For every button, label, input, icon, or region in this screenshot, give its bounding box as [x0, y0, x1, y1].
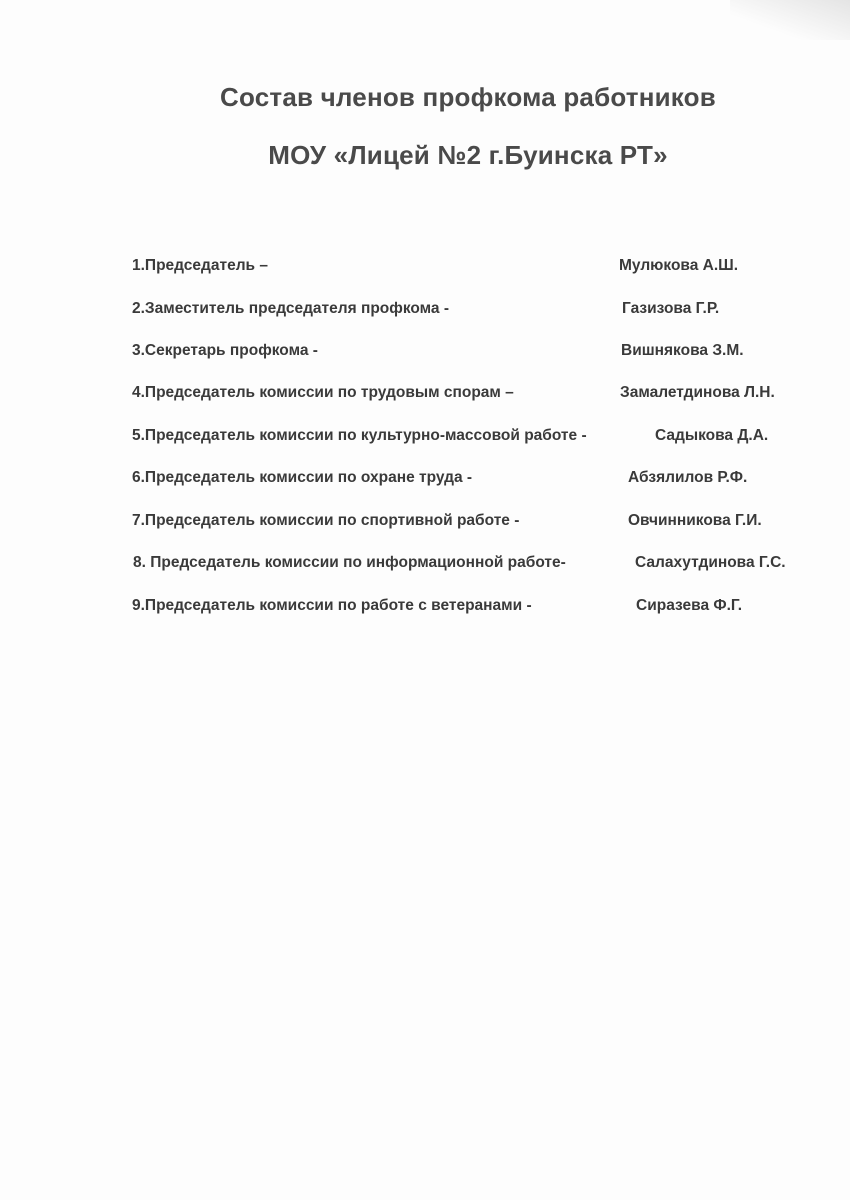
- member-name: Овчинникова Г.И.: [628, 512, 762, 529]
- list-item: [0, 597, 850, 621]
- member-name: Мулюкова А.Ш.: [619, 257, 739, 274]
- member-role: 2.Заместитель председателя профкома -: [132, 300, 449, 317]
- document-title: Состав членов профкома работников: [220, 82, 716, 112]
- member-role: 5.Председатель комиссии по культурно-массовой работе -: [132, 427, 587, 444]
- member-name: Сиразева Ф.Г.: [636, 597, 743, 614]
- member-role: 3.Секретарь профкома -: [132, 342, 318, 359]
- member-name: Замалетдинова Л.Н.: [620, 384, 775, 401]
- member-name: Абзялилов Р.Ф.: [628, 469, 748, 486]
- list-item: [0, 384, 850, 408]
- member-role: 6.Председатель комиссии по охране труда -: [132, 469, 473, 486]
- list-item: [0, 257, 850, 281]
- list-item: [0, 427, 850, 451]
- member-role: 7.Председатель комиссии по спортивной работе -: [132, 512, 520, 529]
- list-item: [0, 469, 850, 493]
- member-name: Садыкова Д.А.: [655, 427, 769, 444]
- member-name: Вишнякова З.М.: [621, 342, 744, 359]
- list-item: [0, 554, 850, 578]
- member-role: 1.Председатель –: [132, 257, 269, 274]
- member-role: 9.Председатель комиссии по работе с ветеранами -: [132, 597, 532, 614]
- member-name: Салахутдинова Г.С.: [635, 554, 786, 571]
- member-name: Газизова Г.Р.: [622, 300, 720, 317]
- member-role: 8. Председатель комиссии по информационной работе-: [133, 554, 566, 571]
- member-role: 4.Председатель комиссии по трудовым спорам –: [132, 384, 514, 401]
- list-item: [0, 512, 850, 536]
- list-item: [0, 342, 850, 366]
- list-item: [0, 300, 850, 324]
- document-subtitle: МОУ «Лицей №2 г.Буинска РТ»: [268, 140, 668, 170]
- scan-shadow: [730, 0, 850, 40]
